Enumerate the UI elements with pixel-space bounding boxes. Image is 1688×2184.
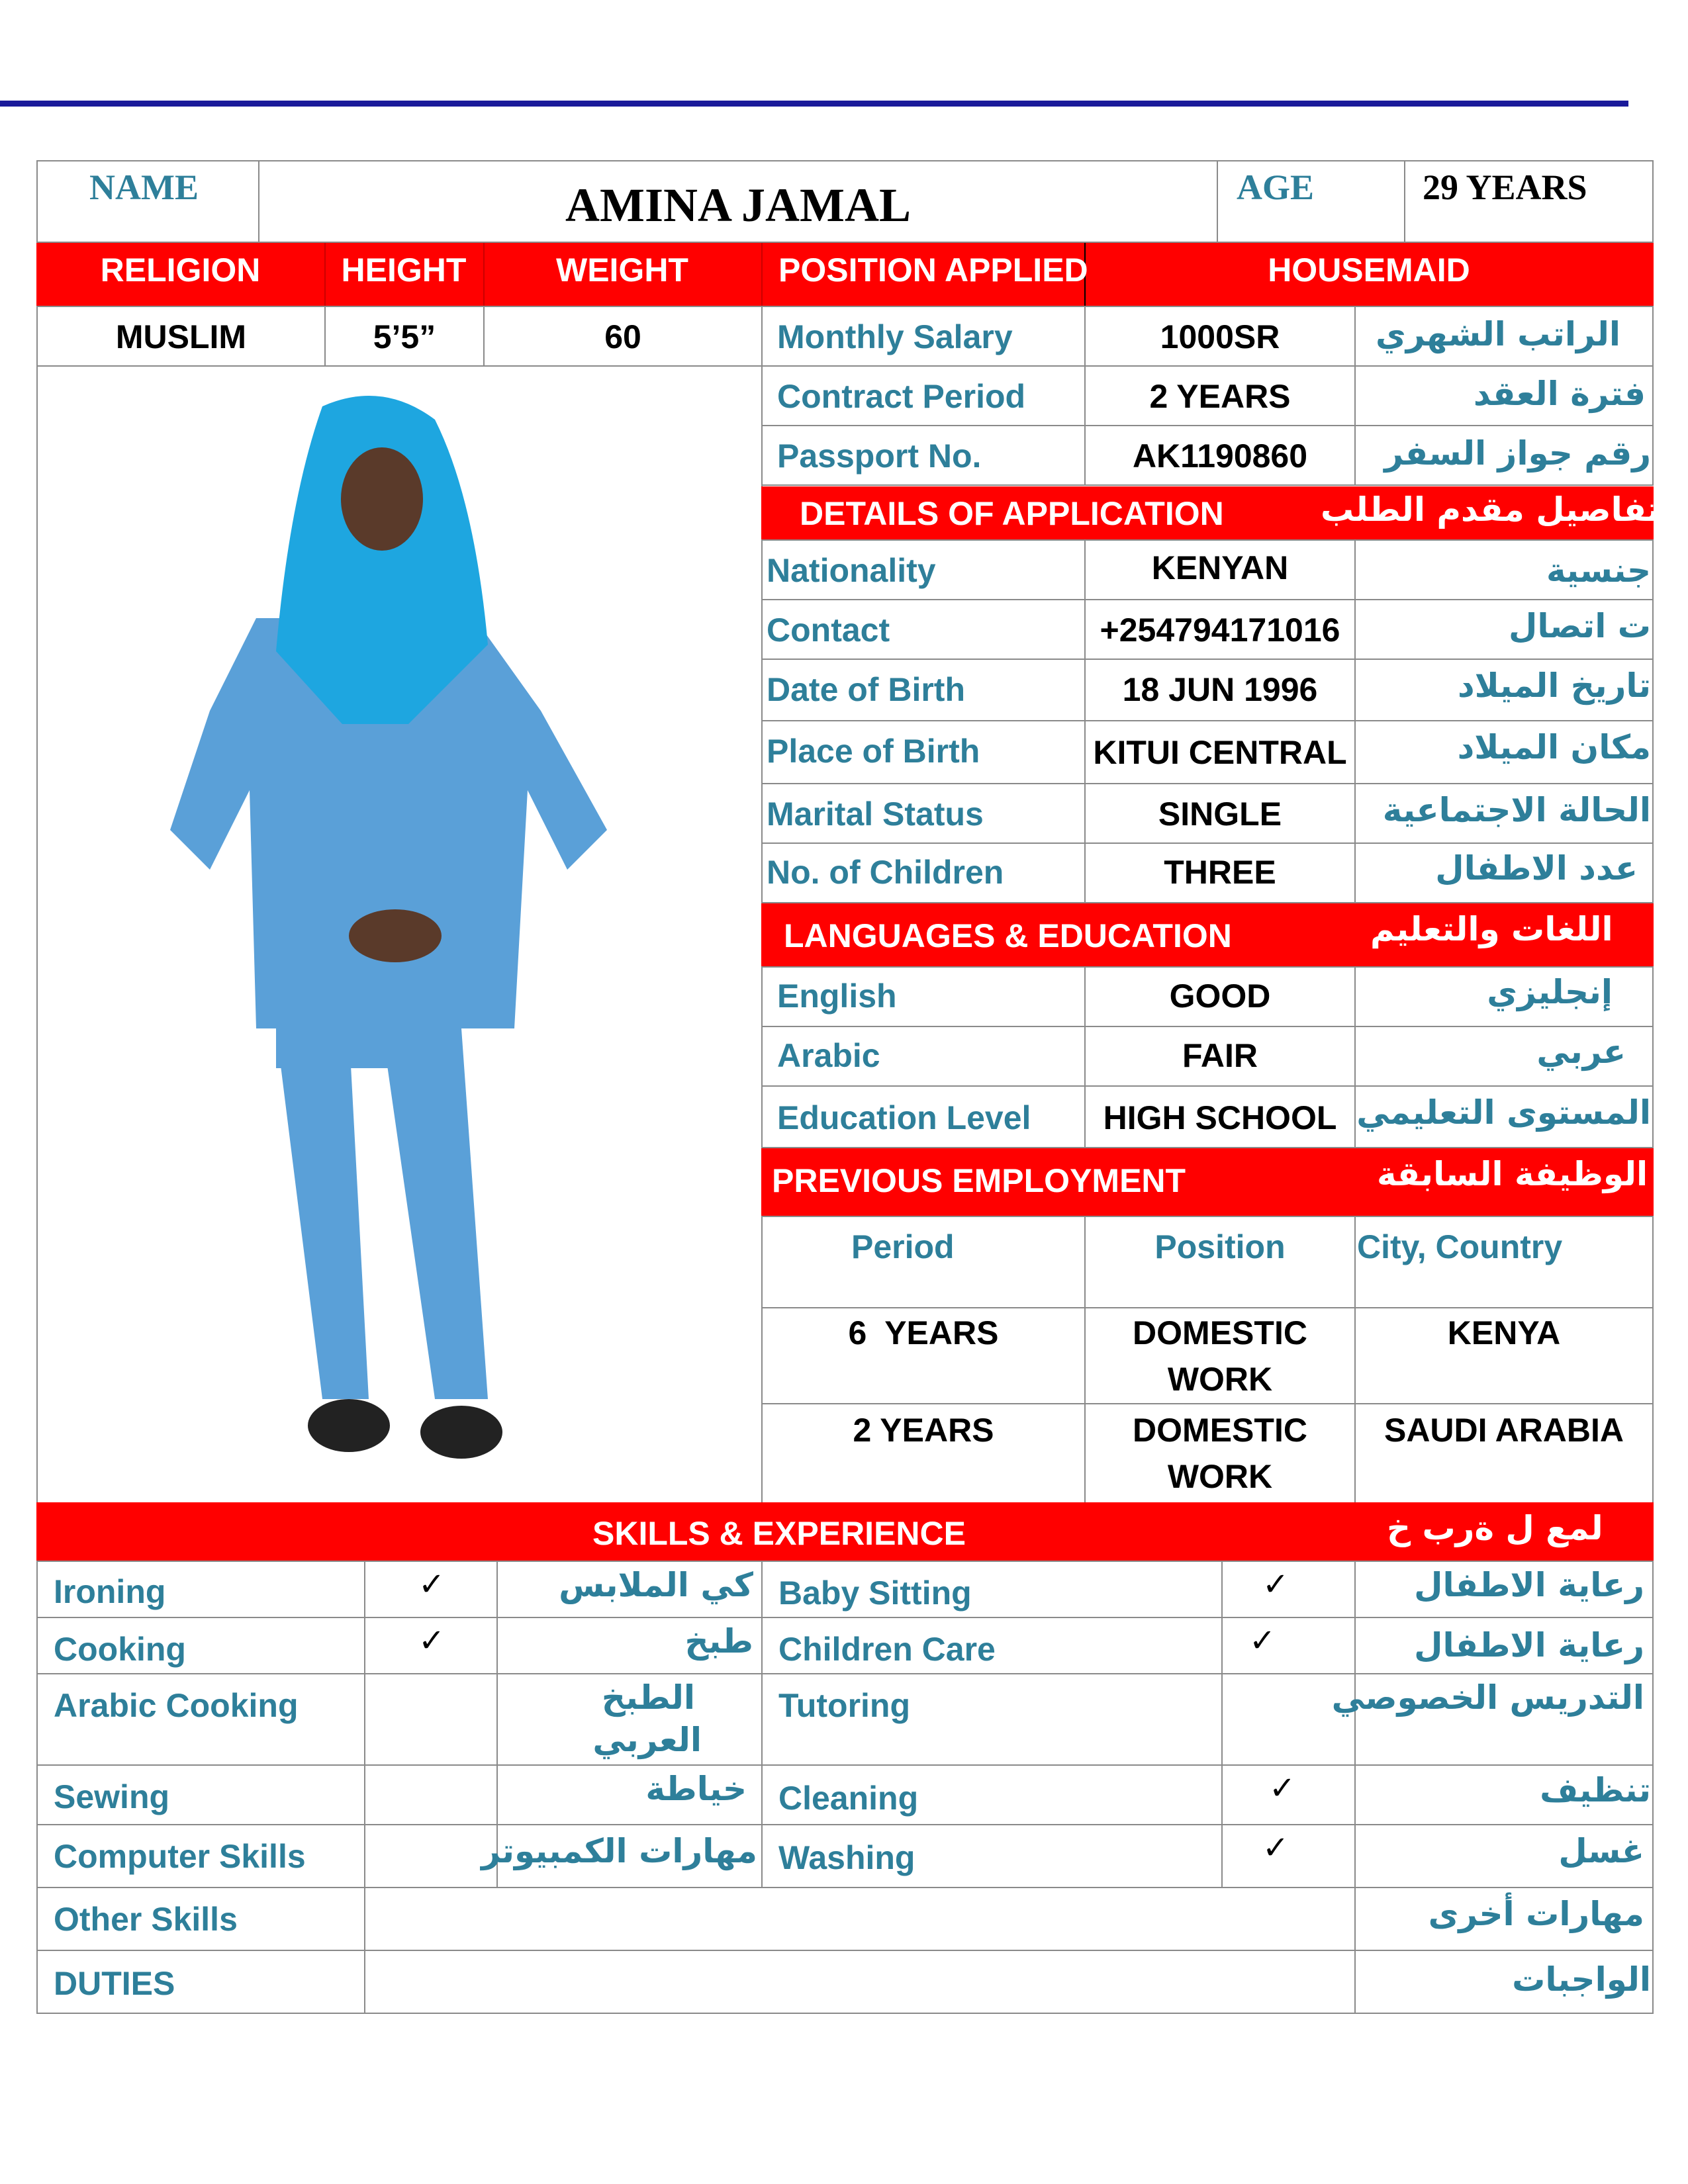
employment-header-arabic: الوظيفة السابقة: [1377, 1155, 1648, 1193]
skill-label-cell: [36, 1764, 365, 1825]
contract-period-arabic: فترة العقد: [1473, 375, 1646, 413]
contact-value: +254794171016: [1100, 612, 1340, 649]
detail-arabic-cell: [1354, 842, 1654, 903]
duties-arabic: الواجبات: [1512, 1960, 1651, 1999]
employment-col-position: Position: [1154, 1228, 1286, 1265]
pob-value: KITUI CENTRAL: [1093, 734, 1347, 771]
check-icon: ✓: [418, 1566, 445, 1603]
marital-value: SINGLE: [1158, 796, 1282, 833]
employment-location: KENYA: [1447, 1314, 1561, 1351]
detail-arabic-cell: [1354, 783, 1654, 844]
skill-check-cell: [364, 1673, 498, 1766]
employment-row: [761, 1307, 1086, 1404]
duties-label-cell: [36, 1950, 365, 2014]
check-icon: ✓: [1249, 1622, 1276, 1659]
skill-arabic-cell: [1354, 1561, 1654, 1618]
skill-baby-sitting: Baby Sitting: [778, 1574, 972, 1612]
skill-check-cell: [1221, 1824, 1356, 1888]
skill-arabic-cooking-arabic-1: الطبخ: [601, 1678, 695, 1717]
skill-cleaning-arabic: تنظيف: [1540, 1771, 1651, 1809]
skill-cooking: Cooking: [54, 1631, 186, 1668]
skill-label-cell: [761, 1673, 1223, 1766]
skill-check-cell: [1221, 1561, 1356, 1618]
contract-value-cell: [1084, 306, 1356, 367]
employment-location: SAUDI ARABIA: [1383, 1412, 1624, 1449]
detail-arabic-cell: [1354, 539, 1654, 600]
top-rule: [0, 101, 1628, 107]
skill-arabic-cooking: Arabic Cooking: [54, 1687, 299, 1724]
contract-arabic-cell: [1354, 306, 1654, 367]
check-icon: ✓: [418, 1622, 445, 1659]
pob-arabic: مكان الميلاد: [1457, 728, 1651, 766]
detail-value-cell: [1084, 720, 1356, 784]
details-header-bar: [761, 486, 1660, 539]
skill-sewing-arabic: خياطة: [645, 1770, 747, 1808]
arabic-arabic: عربي: [1536, 1032, 1626, 1071]
employment-col-cell: [761, 1216, 1086, 1308]
language-label-cell: [761, 966, 1086, 1027]
applicant-photo: [38, 367, 764, 1505]
skill-arabic-cell: [1331, 1673, 1654, 1766]
contact-arabic: ت اتصال: [1509, 607, 1651, 645]
employment-col-cell: [1354, 1216, 1654, 1308]
employment-position-line1: DOMESTIC: [1133, 1314, 1307, 1351]
height-cell: [324, 306, 485, 367]
position-label: POSITION APPLIED: [778, 251, 1088, 289]
skills-header-bar: [36, 1502, 1654, 1562]
monthly-salary-value: 1000SR: [1160, 318, 1280, 355]
skill-arabic-cell: [496, 1561, 763, 1618]
employment-col-cell: [1084, 1216, 1356, 1308]
skill-arabic-cell: [1354, 1824, 1654, 1888]
age-value: 29 YEARS: [1423, 167, 1587, 207]
name-label-cell: [36, 160, 259, 243]
marital-arabic: الحالة الاجتماعية: [1382, 791, 1651, 829]
passport-label: Passport No.: [777, 437, 982, 475]
height-value: 5’5”: [373, 318, 436, 355]
skill-tutoring: Tutoring: [778, 1687, 910, 1724]
duties-value-cell: [364, 1950, 1356, 2014]
details-header-arabic: تفاصيل مقدم الطلب: [1321, 490, 1660, 529]
contract-period-value: 2 YEARS: [1149, 378, 1291, 415]
language-value-cell: [1084, 966, 1356, 1027]
languages-header-arabic: اللغات والتعليم: [1370, 910, 1613, 948]
age-label-cell: [1217, 160, 1405, 243]
monthly-salary-label: Monthly Salary: [777, 318, 1013, 355]
detail-arabic-cell: [1354, 720, 1654, 784]
monthly-salary-arabic: الراتب الشهري: [1376, 315, 1620, 353]
marital-label: Marital Status: [767, 796, 984, 833]
dob-label: Date of Birth: [767, 671, 965, 708]
photo-cell: [36, 365, 763, 1504]
nationality-value: KENYAN: [1151, 549, 1289, 586]
language-value-cell: [1084, 1026, 1356, 1087]
detail-value-cell: [1084, 659, 1356, 721]
english-value: GOOD: [1169, 978, 1271, 1015]
education-arabic: المستوى التعليمي: [1356, 1093, 1651, 1132]
detail-label-cell: [761, 783, 1086, 844]
skill-arabic-cell: [1354, 1764, 1654, 1825]
weight-value: 60: [604, 318, 641, 355]
employment-row: [1354, 1307, 1654, 1404]
employment-period: 2 YEARS: [853, 1412, 994, 1449]
skill-label-cell: [761, 1617, 1223, 1674]
skills-header-label: SKILLS & EXPERIENCE: [592, 1515, 966, 1552]
arabic-label: Arabic: [777, 1037, 880, 1074]
check-icon: ✓: [1262, 1829, 1289, 1866]
other-skills-label-cell: [36, 1887, 365, 1951]
height-label: HEIGHT: [341, 251, 467, 289]
skill-check-cell: [364, 1617, 498, 1674]
contract-value-cell: [1084, 425, 1356, 486]
employment-row: [1084, 1403, 1356, 1504]
skill-check-cell: [1221, 1764, 1356, 1825]
skill-arabic-cell: [481, 1824, 763, 1888]
skill-check-cell: [364, 1824, 498, 1888]
age-value-cell: [1404, 160, 1654, 243]
duties-label: DUTIES: [54, 1965, 175, 2002]
english-arabic: إنجليزي: [1487, 973, 1613, 1011]
detail-value-cell: [1084, 842, 1356, 903]
age-label: AGE: [1237, 167, 1315, 207]
skill-arabic-cooking-arabic-2: العربي: [592, 1721, 702, 1759]
nationality-label: Nationality: [767, 552, 936, 589]
other-skills-label: Other Skills: [54, 1901, 238, 1938]
details-header-label: DETAILS OF APPLICATION: [800, 495, 1224, 532]
skill-ironing: Ironing: [54, 1573, 166, 1610]
other-skills-arabic-cell: [1354, 1887, 1654, 1951]
detail-value-cell: [1084, 783, 1356, 844]
language-value-cell: [1084, 1085, 1356, 1148]
duties-arabic-cell: [1354, 1950, 1654, 2014]
contract-value-cell: [1084, 365, 1356, 426]
skill-washing-arabic: غسل: [1558, 1832, 1644, 1870]
skill-label-cell: [761, 1561, 1223, 1618]
passport-arabic: رقم جواز السفر: [1384, 434, 1651, 473]
skill-arabic-cell: [496, 1673, 763, 1766]
contract-label-cell: [761, 425, 1086, 486]
languages-header-label: LANGUAGES & EDUCATION: [784, 917, 1232, 954]
skill-arabic-cell: [1354, 1617, 1654, 1674]
detail-value-cell: [1084, 599, 1356, 660]
employment-position-line2: WORK: [1167, 1458, 1273, 1495]
other-skills-value-cell: [364, 1887, 1356, 1951]
employment-row: [1354, 1403, 1654, 1504]
skill-label-cell: [36, 1824, 365, 1888]
detail-arabic-cell: [1354, 659, 1654, 721]
skill-label-cell: [36, 1673, 365, 1766]
dob-arabic: تاريخ الميلاد: [1457, 666, 1651, 705]
employment-col-period: Period: [851, 1228, 955, 1265]
contract-label-cell: [761, 306, 1086, 367]
detail-label-cell: [761, 599, 1086, 660]
language-label-cell: [761, 1085, 1086, 1148]
contract-period-label: Contract Period: [777, 378, 1026, 415]
skill-cooking-arabic: طبخ: [684, 1622, 753, 1661]
employment-position-line2: WORK: [1167, 1361, 1273, 1398]
contact-label: Contact: [767, 612, 890, 649]
skill-tutoring-arabic: التدريس الخصوصي: [1331, 1678, 1644, 1717]
religion-cell: [36, 306, 326, 367]
education-value: HIGH SCHOOL: [1103, 1099, 1337, 1136]
detail-label-cell: [761, 842, 1086, 903]
language-arabic-cell: [1354, 1026, 1654, 1087]
language-arabic-cell: [1354, 1085, 1654, 1148]
children-label: No. of Children: [767, 854, 1004, 891]
skill-label-cell: [36, 1561, 365, 1618]
skill-check-cell: [364, 1764, 498, 1825]
employment-header-label: PREVIOUS EMPLOYMENT: [772, 1162, 1186, 1199]
skill-children-care: Children Care: [778, 1631, 996, 1668]
skill-check-cell: [364, 1561, 498, 1618]
contract-label-cell: [761, 365, 1086, 426]
religion-label: RELIGION: [100, 251, 261, 289]
language-arabic-cell: [1354, 966, 1654, 1027]
employment-position-line1: DOMESTIC: [1133, 1412, 1307, 1449]
skill-ironing-arabic: كي الملابس: [559, 1566, 753, 1604]
arabic-value: FAIR: [1182, 1037, 1258, 1074]
contract-arabic-cell: [1354, 365, 1654, 426]
children-value: THREE: [1164, 854, 1276, 891]
detail-label-cell: [761, 720, 1086, 784]
skill-label-cell: [761, 1764, 1223, 1825]
weight-label: WEIGHT: [556, 251, 688, 289]
skill-sewing: Sewing: [54, 1778, 170, 1815]
name-value-cell: [258, 160, 1218, 243]
language-label-cell: [761, 1026, 1086, 1087]
skill-label-cell: [36, 1617, 365, 1674]
skill-computer: Computer Skills: [54, 1838, 306, 1875]
employment-period: 6 YEARS: [848, 1314, 999, 1351]
employment-row: [761, 1403, 1086, 1504]
check-icon: ✓: [1262, 1566, 1289, 1603]
children-arabic: عدد الاطفال: [1435, 849, 1638, 887]
detail-label-cell: [761, 659, 1086, 721]
applicant-name: AMINA JAMAL: [565, 179, 911, 232]
name-label: NAME: [89, 167, 199, 207]
nationality-arabic: جنسية: [1546, 551, 1651, 590]
position-value: HOUSEMAID: [1268, 251, 1470, 289]
skill-arabic-cell: [496, 1764, 763, 1825]
skills-header-arabic: لمع ل ةرب خ: [1387, 1509, 1603, 1547]
english-label: English: [777, 978, 897, 1015]
skill-label-cell: [761, 1824, 1223, 1888]
dob-value: 18 JUN 1996: [1122, 671, 1318, 708]
skill-baby-sitting-arabic: رعاية الاطفال: [1414, 1566, 1644, 1604]
skill-washing: Washing: [778, 1839, 915, 1876]
skill-arabic-cell: [496, 1617, 763, 1674]
languages-header-bar: [761, 903, 1654, 966]
check-icon: ✓: [1269, 1770, 1296, 1807]
weight-cell: [483, 306, 763, 367]
skill-check-cell: [1221, 1617, 1356, 1674]
pob-label: Place of Birth: [767, 733, 980, 770]
detail-label-cell: [761, 539, 1086, 600]
employment-header-bar: [761, 1148, 1654, 1216]
employment-col-location: City, Country: [1357, 1228, 1563, 1265]
passport-value: AK1190860: [1132, 437, 1308, 475]
skill-cleaning: Cleaning: [778, 1780, 919, 1817]
education-label: Education Level: [777, 1099, 1031, 1136]
other-skills-arabic: مهارات أخرى: [1428, 1895, 1644, 1933]
skill-children-care-arabic: رعاية الاطفال: [1414, 1626, 1644, 1664]
contract-arabic-cell: [1354, 425, 1654, 486]
divider: [761, 243, 763, 307]
detail-arabic-cell: [1354, 599, 1654, 660]
skill-computer-arabic: مهارات الكمبيوتر: [481, 1832, 757, 1870]
detail-value-cell: [1084, 539, 1356, 600]
employment-row: [1084, 1307, 1356, 1404]
religion-value: MUSLIM: [115, 318, 247, 355]
